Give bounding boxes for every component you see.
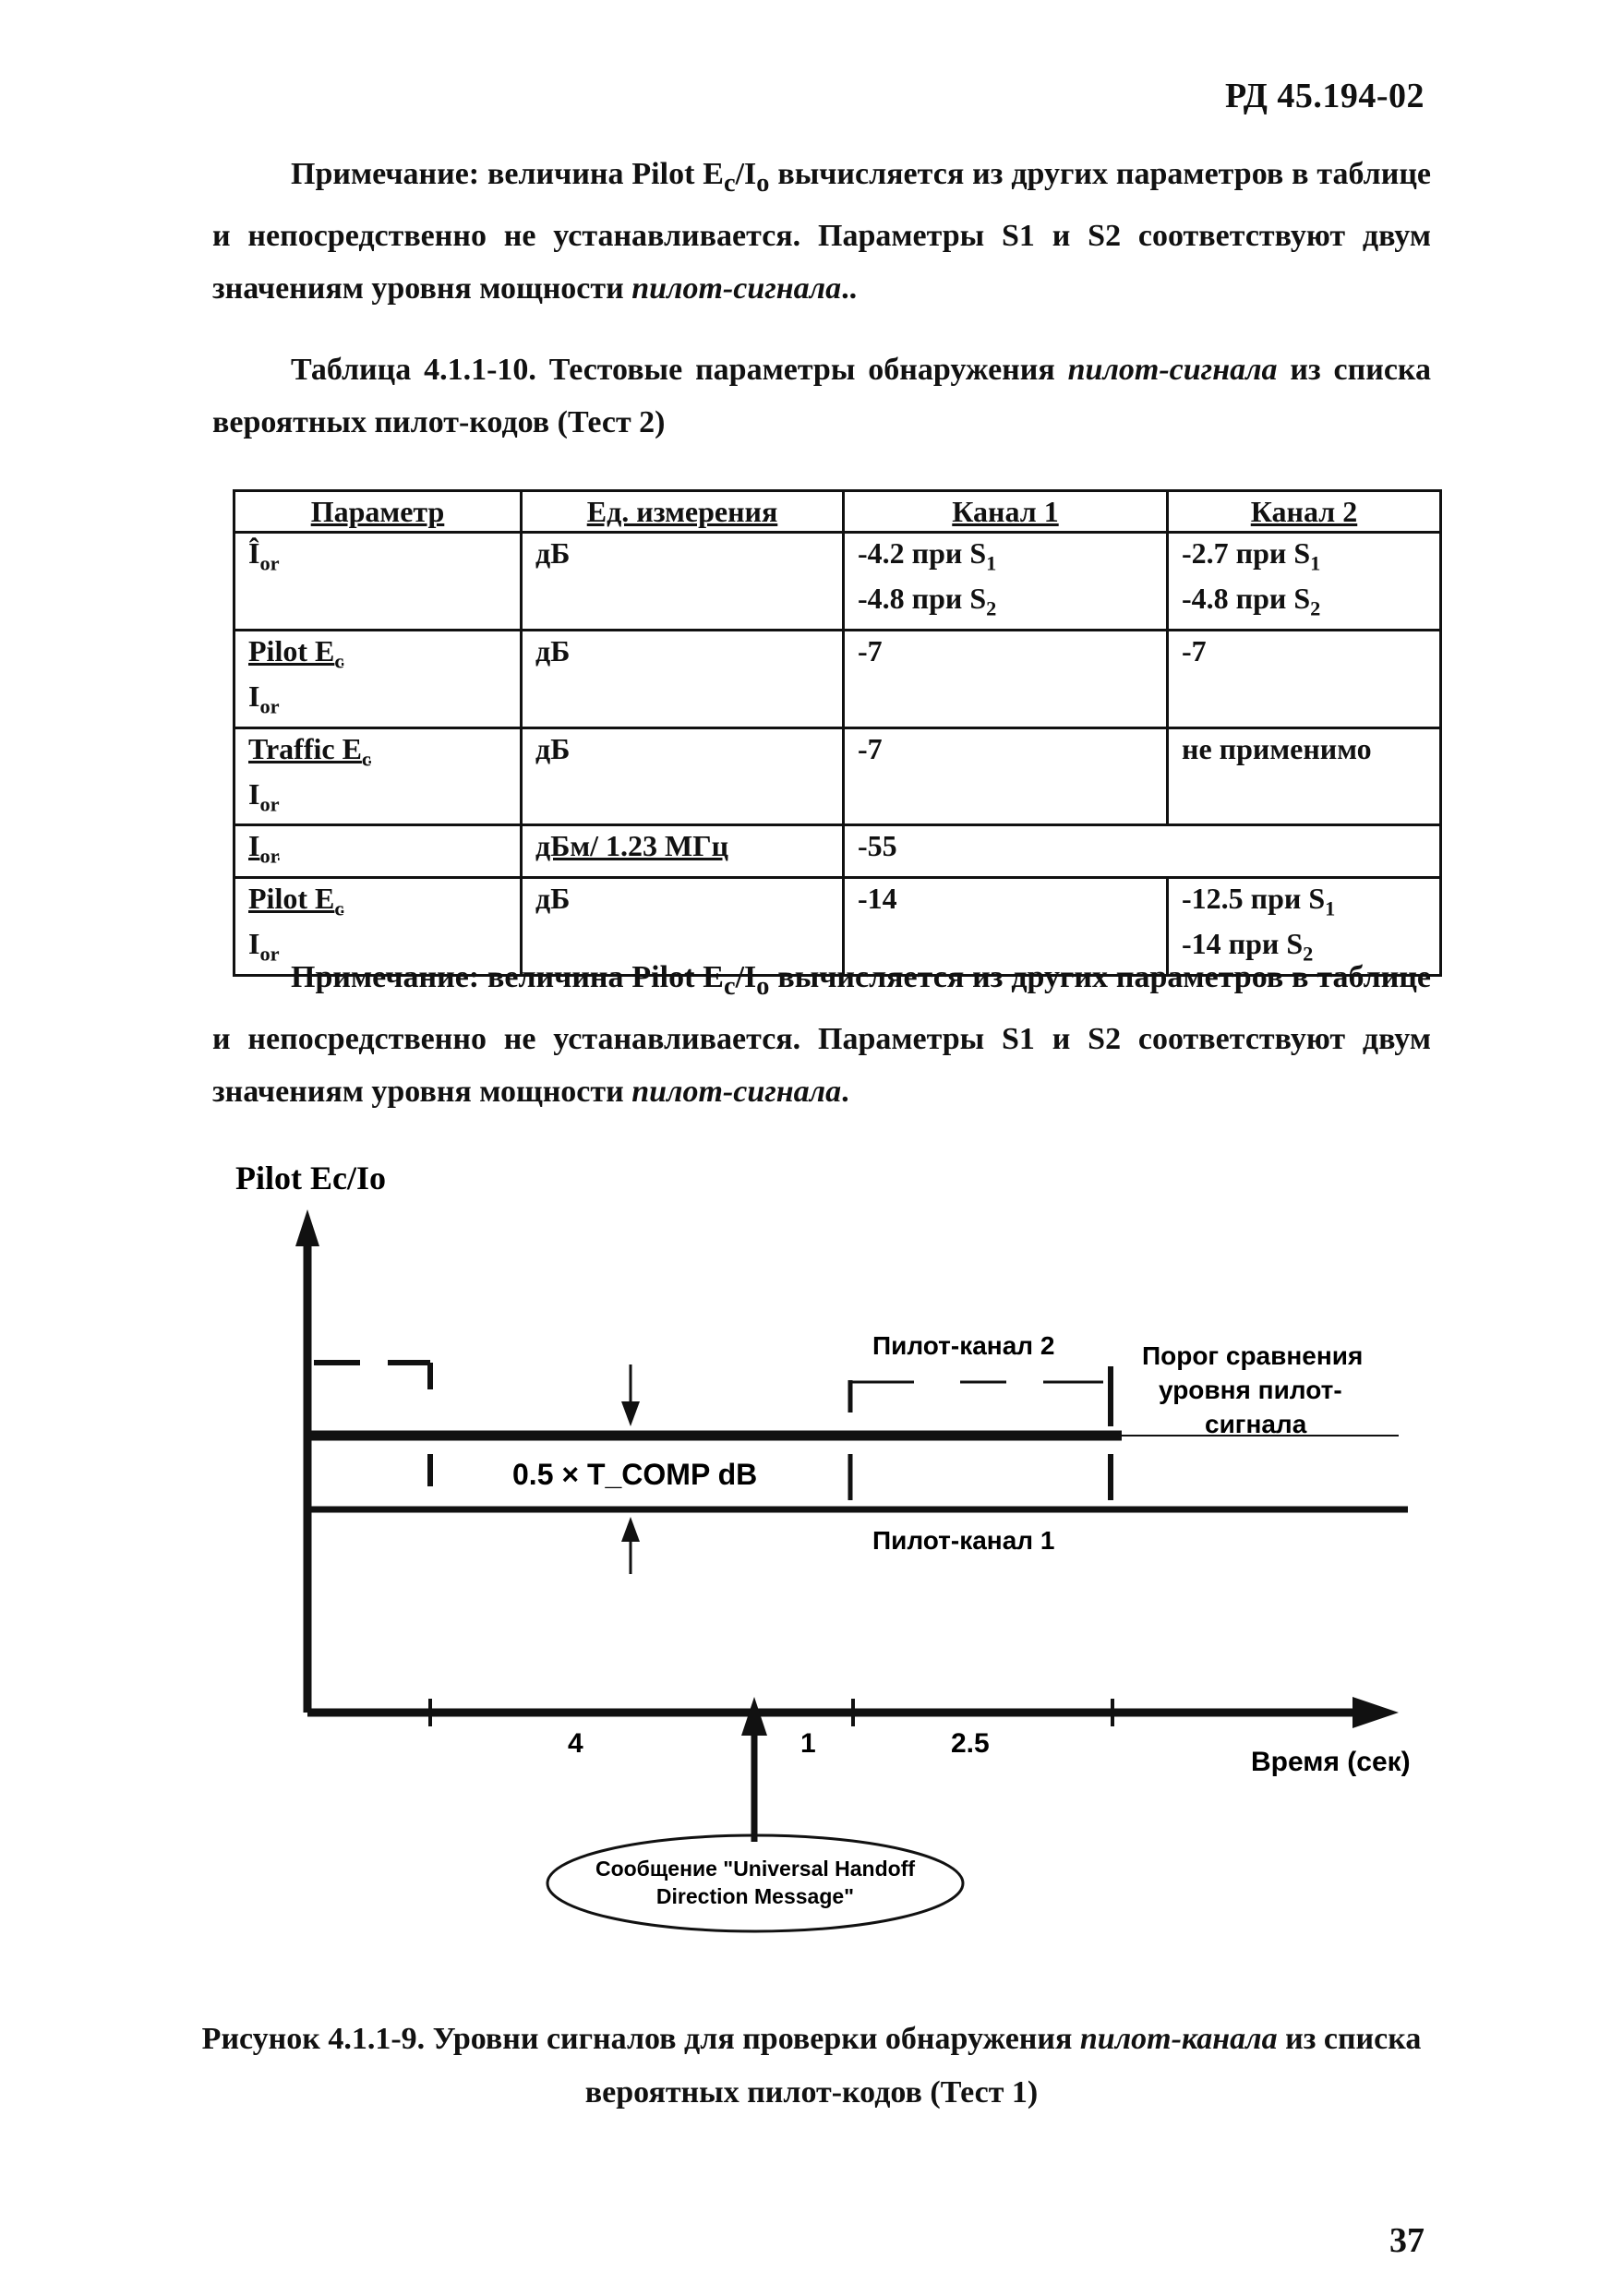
unit-cell: дБ bbox=[522, 727, 844, 825]
interval-label-2: 1 bbox=[800, 1728, 816, 1759]
param-cell: Pilot $E_c$ $I_{or}$ bbox=[234, 630, 522, 727]
table-caption: Таблица 4.1.1-10. Тестовые параметры обнаружения пилот-сигнала из списка вероятных пилот-кодов (Тест 2) bbox=[212, 353, 1431, 439]
unit-cell: дБ bbox=[522, 877, 844, 975]
header-channel-2: Канал 2 bbox=[1168, 491, 1441, 533]
channel1-cell: -7 bbox=[844, 630, 1168, 727]
unit-cell: дБ bbox=[522, 630, 844, 727]
param-cell: $Î_{or}$ bbox=[234, 533, 522, 631]
note-paragraph-1: Примечание: величина Pilot $E_c/I_o$ вычисляется из других параметров в таблице и непосредственно не устанавливается. Параметры S1 и S2 соответствуют двум значениям уровня мощности пилот-сигнала.. bbox=[212, 157, 1432, 306]
message-label-2: Direction Message" bbox=[655, 1884, 855, 1908]
channel1-cell: -14 bbox=[844, 877, 1168, 975]
channel1-cell: -4.2 при $S_1$ -4.8 при $S_2$ bbox=[844, 533, 1168, 631]
comp-label: 0.5 × T_COMP dB bbox=[512, 1458, 758, 1491]
note-paragraph-2: Примечание: величина Pilot $E_c/I_o$ вычисляется из других параметров в таблице и непосредственно не устанавливается. Параметры S1 и S2 соответствуют двум значениям уровня мощности пилот-сигнала. bbox=[212, 960, 1432, 1109]
channel1-cell: -7 bbox=[844, 727, 1168, 825]
x-axis-arrow-icon bbox=[1352, 1697, 1399, 1728]
channel2-cell: не применимо bbox=[1168, 727, 1441, 825]
unit-cell: дБ bbox=[522, 533, 844, 631]
message-label-1: Сообщение "Universal Handoff bbox=[595, 1857, 916, 1881]
pilot1-label: Пилот-канал 1 bbox=[872, 1526, 1055, 1555]
channel2-cell: -7 bbox=[1168, 630, 1441, 727]
message-ellipse bbox=[547, 1835, 963, 1931]
threshold-label-2: уровня пилот- bbox=[1159, 1376, 1342, 1404]
channel2-cell: -12.5 при $S_1$ -14 при $S_2$ bbox=[1168, 877, 1441, 975]
down-arrow-icon bbox=[621, 1401, 640, 1426]
channel-merged-cell: -55 bbox=[844, 825, 1441, 877]
document-id: РД 45.194-02 bbox=[1225, 77, 1425, 115]
interval-label-3: 2.5 bbox=[951, 1728, 990, 1759]
header-parameter: Параметр bbox=[234, 491, 522, 533]
y-axis-label: Pilot Ec/Io bbox=[235, 1160, 386, 1196]
param-cell: Pilot $E_c$ $I_{or}$ bbox=[234, 877, 522, 975]
up-arrow-icon bbox=[621, 1517, 640, 1542]
channel2-cell: -2.7 при $S_1$ -4.8 при $S_2$ bbox=[1168, 533, 1441, 631]
y-axis-arrow-icon bbox=[295, 1209, 319, 1246]
header-channel-1: Канал 1 bbox=[844, 491, 1168, 533]
header-unit: Ед. измерения bbox=[522, 491, 844, 533]
threshold-label-3: сигнала bbox=[1205, 1410, 1307, 1438]
param-cell: $I_{or}$ bbox=[234, 825, 522, 877]
figure-caption: Рисунок 4.1.1-9. Уровни сигналов для проверки обнаружения пилот-канала из списка вероятных пилот-кодов (Тест 1) bbox=[201, 2022, 1422, 2110]
x-axis-label: Время (сек) bbox=[1251, 1747, 1411, 1777]
param-cell: Traffic $E_c$ $I_{or}$ bbox=[234, 727, 522, 825]
threshold-label-1: Порог сравнения bbox=[1142, 1341, 1364, 1370]
page-number: 37 bbox=[1389, 2221, 1425, 2260]
unit-cell: дБм/ 1.23 МГц bbox=[522, 825, 844, 877]
interval-label-1: 4 bbox=[568, 1728, 583, 1759]
pilot2-label: Пилот-канал 2 bbox=[872, 1331, 1055, 1360]
